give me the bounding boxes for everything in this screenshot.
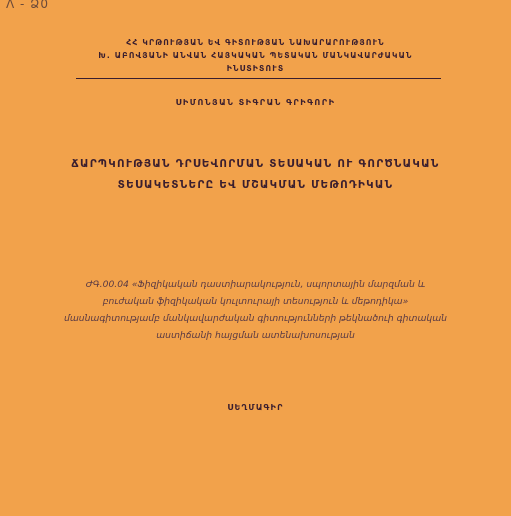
specialty-line-3: մասնագիտությամբ մանկավարժական գիտությունների թեկնածուի գիտական bbox=[64, 313, 447, 324]
specialty-line-4: աստիճանի հայցման ատենախոսության bbox=[156, 330, 355, 341]
university-line: Խ. ԱԲՈՎՅԱՆԻ ԱՆՎԱՆ ՀԱՅԿԱԿԱՆ ՊԵՏԱԿԱՆ ՄԱՆԿԱՎԱՐԺԱԿԱՆ bbox=[98, 51, 413, 60]
thesis-title-line-2: ՏԵՍԱԿԵՏՆԵՐԸ ԵՎ ՄՇԱԿՄԱՆ ՄԵԹՈԴԻԿԱՆ bbox=[117, 179, 394, 191]
ministry-line: ՀՀ ԿՐԹՈՒԹՅԱՆ ԵՎ ԳԻՏՈՒԹՅԱՆ ՆԱԽԱՐԱՐՈՒԹՅՈՒՆ bbox=[126, 38, 385, 47]
abstract-label: ՍԵՂՄԱԳԻՐ bbox=[227, 403, 284, 412]
author-name: ՍԻՄՈՆՅԱՆ ՏԻԳՐԱՆ ԳՐԻԳՈՐԻ bbox=[175, 98, 336, 107]
header-divider bbox=[76, 78, 441, 79]
specialty-line-2: բուժական ֆիզիկական կուլտուրայի տեսություն և մեթոդիկա» bbox=[102, 296, 409, 307]
thesis-title-line-1: ՃԱՐՊԿՈՒԹՅԱՆ ԴՐՍԵՎՈՐՄԱՆ ՏԵՍԱԿԱՆ ՈՒ ԳՈՐԾՆԱԿԱՆ bbox=[71, 158, 440, 170]
specialty-line-1: ԺԳ.00.04 «Ֆիզիկական դաստիարակություն, սպորտային մարզման և bbox=[85, 279, 426, 290]
archive-corner-mark: ꓥ - Ձ0 bbox=[6, 0, 49, 11]
institute-line: ԻՆՍՏԻՏՈՒՏ bbox=[226, 64, 285, 73]
